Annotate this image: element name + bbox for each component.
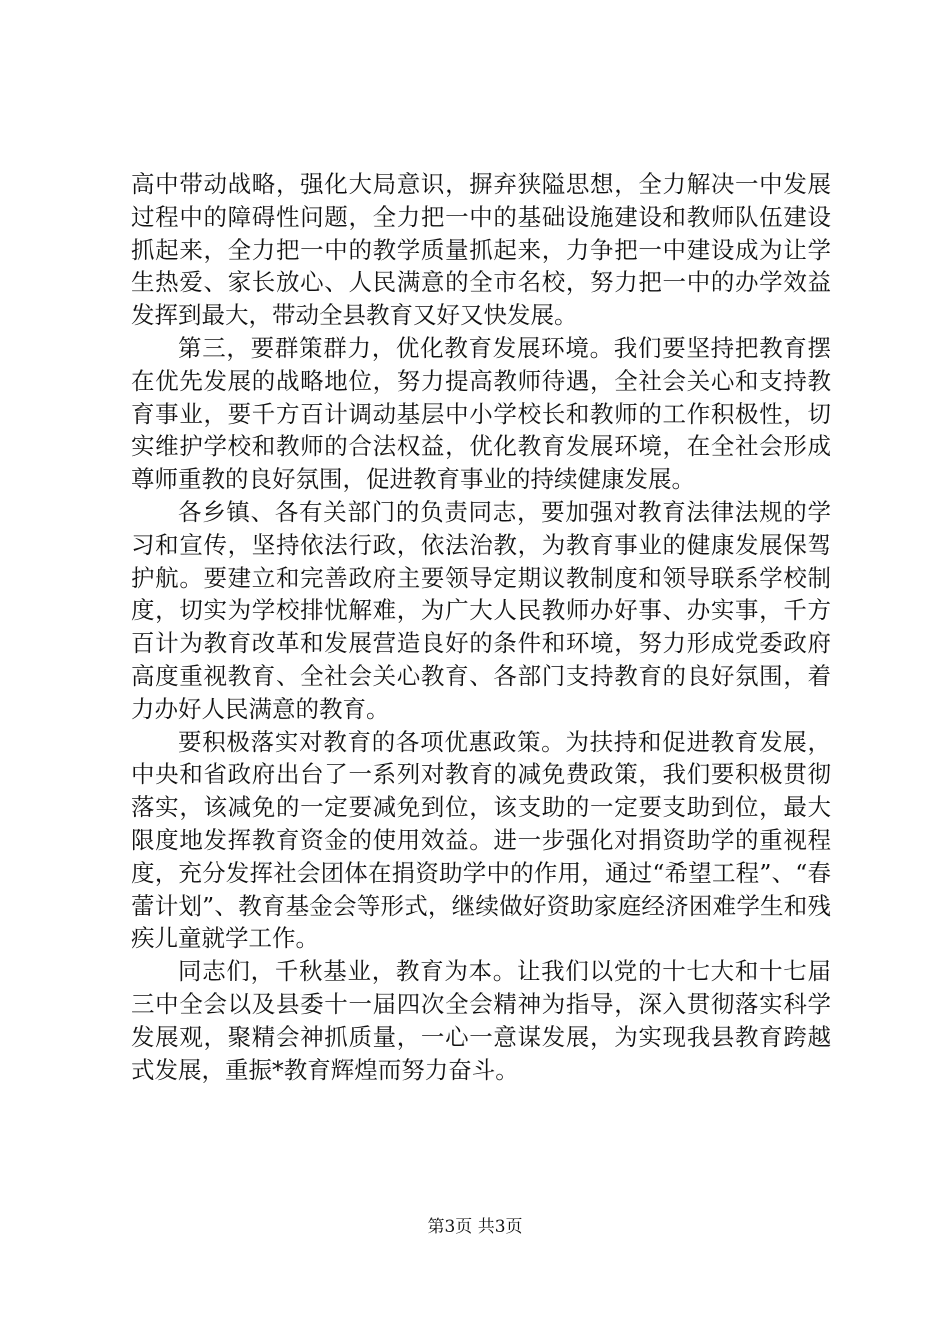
paragraph-departments-responsibility: 各乡镇、各有关部门的负责同志，要加强对教育法律法规的学习和宣传，坚持依法行政，依法治教，为教育事业的健康发展保驾护航。要建立和完善政府主要领导定期议教制度和领导联系学校制度，切实为学校排忧解难，为广大人民教师办好事、办实事，千方百计为教育改革和发展营造良好的条件和环境，努力形成党委政府高度重视教育、全社会关心教育、各部门支持教育的良好氛围，着力办好人民满意的教育。 [131,497,831,723]
paragraph-continuation: 高中带动战略，强化大局意识，摒弃狭隘思想，全力解决一中发展过程中的障碍性问题，全力把一中的基础设施建设和教师队伍建设抓起来，全力把一中的教学质量抓起来，力争把一中建设成为让学生热爱、家长放心、人民满意的全市名校，努力把一中的办学效益发挥到最大，带动全县教育又好又快发展。 [131,170,831,330]
paragraph-preferential-policies: 要积极落实对教育的各项优惠政策。为扶持和促进教育发展，中央和省政府出台了一系列对教育的减免费政策，我们要积极贯彻落实，该减免的一定要减免到位，该支助的一定要支助到位，最大限度地发挥教育资金的使用效益。进一步强化对捐资助学的重视程度，充分发挥社会团体在捐资助学中的作用，通过“希望工程”、“春蕾计划”、教育基金会等形式，继续做好资助家庭经济困难学生和残疾儿童就学工作。 [131,727,831,953]
paragraph-closing: 同志们，千秋基业，教育为本。让我们以党的十七大和十七届三中全会以及县委十一届四次全会精神为指导，深入贯彻落实科学发展观，聚精会神抓质量，一心一意谋发展，为实现我县教育跨越式发展，重振*教育辉煌而努力奋斗。 [131,957,831,1084]
paragraph-optimize-environment: 第三，要群策群力，优化教育发展环境。我们要坚持把教育摆在优先发展的战略地位，努力提高教师待遇，全社会关心和支持教育事业，要千方百计调动基层中小学校长和教师的工作积极性，切实维护学校和教师的合法权益，优化教育发展环境，在全社会形成尊师重教的良好氛围，促进教育事业的持续健康发展。 [131,333,831,494]
document-body [131,168,831,1086]
page-number-footer: 第3页 共3页 [427,1217,523,1237]
